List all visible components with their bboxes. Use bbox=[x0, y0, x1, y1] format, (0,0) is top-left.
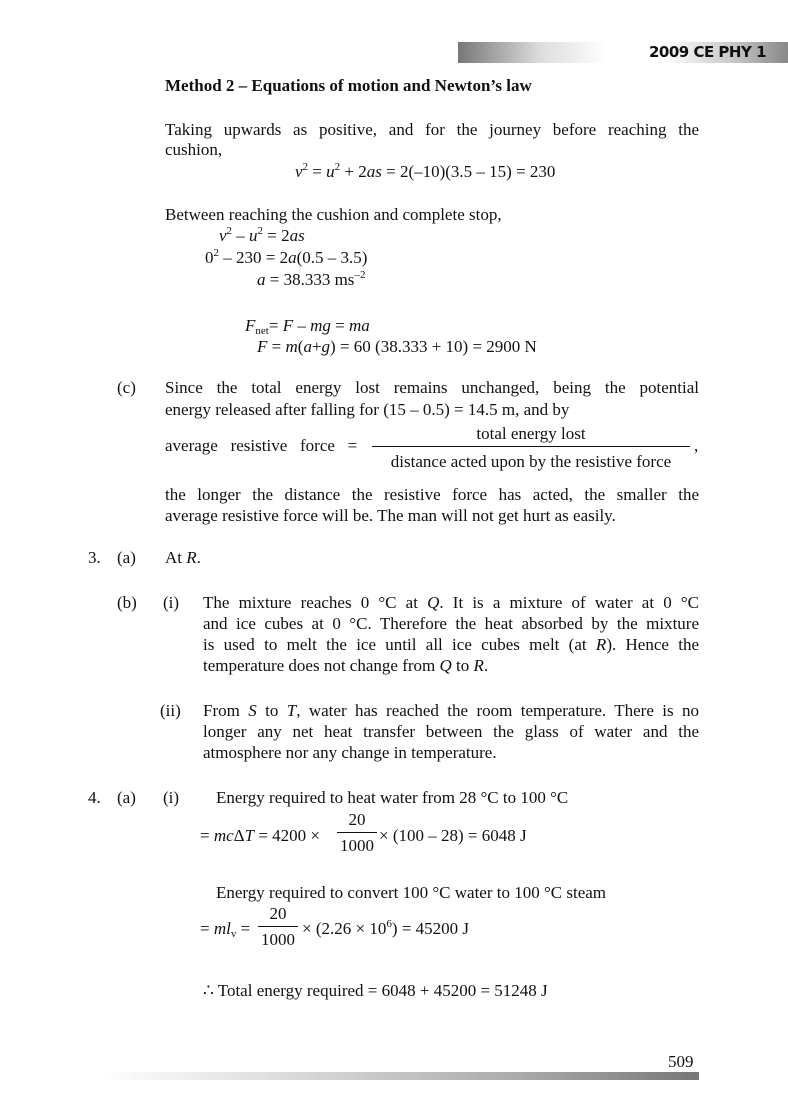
page-number: 509 bbox=[668, 1052, 694, 1071]
text-segment: F bbox=[282, 316, 294, 335]
equation bbox=[257, 337, 537, 357]
text-segment: T bbox=[244, 826, 255, 845]
equation bbox=[219, 226, 305, 246]
paragraph-line bbox=[203, 722, 699, 742]
paragraph-line: average resistive force will be. The man will not get hurt as easily. bbox=[165, 506, 616, 525]
part-label: (b) bbox=[117, 593, 137, 612]
text-segment: a bbox=[288, 248, 297, 267]
text-segment: a bbox=[303, 337, 312, 356]
text-segment: 0 bbox=[205, 248, 214, 267]
method-title: Method 2 – Equations of motion and Newton’s law bbox=[165, 76, 532, 95]
text-segment: R bbox=[473, 656, 484, 675]
text-segment: S bbox=[248, 701, 257, 720]
text-segment: Q bbox=[427, 593, 440, 612]
text-segment: ( bbox=[297, 337, 304, 356]
text-segment: and ice cubes at 0 °C. Therefore the heat absorbed by the mixture bbox=[203, 614, 699, 633]
question-number: 4. bbox=[88, 788, 101, 807]
text-segment: T bbox=[286, 701, 297, 720]
paragraph-line bbox=[203, 635, 699, 655]
text-segment: 6 bbox=[386, 918, 392, 930]
paragraph-line: the longer the distance the resistive force has acted, the smaller the bbox=[165, 485, 699, 504]
text-segment: as bbox=[289, 226, 305, 245]
text-segment: u bbox=[249, 226, 258, 245]
text-segment: (0.5 – 3.5) bbox=[296, 248, 368, 267]
text-segment: , water has reached the room temperature. There is no bbox=[296, 701, 699, 720]
fraction-numerator: 20 bbox=[348, 810, 366, 829]
paragraph-line: Since the total energy lost remains unchanged, being the potential bbox=[165, 378, 699, 397]
text-segment: = 38.333 ms bbox=[265, 270, 355, 289]
fraction-denominator: distance acted upon by the resistive force bbox=[390, 452, 672, 471]
text-segment: u bbox=[326, 162, 335, 181]
paragraph-line: cushion, bbox=[165, 140, 223, 159]
paragraph-line: energy released after falling for (15 – 0.5) = 14.5 m, and by bbox=[165, 400, 570, 419]
text-segment: F bbox=[245, 316, 256, 335]
question-number: 3. bbox=[88, 548, 101, 567]
text-segment: Q bbox=[439, 656, 452, 675]
equation: × (100 – 28) = 6048 J bbox=[379, 826, 527, 845]
text-segment: ) = 45200 J bbox=[391, 919, 469, 938]
paragraph-line bbox=[203, 701, 699, 721]
text-segment: as bbox=[366, 162, 382, 181]
text-segment: m bbox=[285, 337, 298, 356]
fraction-bar bbox=[258, 926, 298, 927]
text-segment: = bbox=[200, 919, 214, 938]
total-energy-line: ∴ Total energy required = 6048 + 45200 = 51248 J bbox=[203, 981, 548, 1000]
text-segment: . bbox=[196, 548, 201, 567]
text-segment: 2 bbox=[213, 247, 219, 259]
subpart-label: (ii) bbox=[160, 701, 181, 720]
part-label: (a) bbox=[117, 548, 136, 567]
text-segment: to bbox=[256, 701, 287, 720]
equation bbox=[302, 919, 469, 939]
equation bbox=[257, 270, 365, 290]
text-segment: 2 bbox=[334, 161, 341, 173]
subpart-label: (i) bbox=[163, 788, 180, 807]
fraction-denominator: 1000 bbox=[340, 836, 374, 855]
paragraph-line bbox=[203, 593, 699, 613]
text-segment: + bbox=[311, 337, 322, 356]
part-label: (a) bbox=[117, 788, 136, 807]
paragraph-line: Energy required to heat water from 28 °C to 100 °C bbox=[216, 788, 569, 807]
text-segment: = bbox=[267, 337, 286, 356]
equation bbox=[200, 826, 320, 846]
fraction-denominator: 1000 bbox=[261, 930, 295, 949]
part-label: (c) bbox=[117, 378, 136, 397]
text-segment: The mixture reaches 0 °C at bbox=[203, 593, 428, 612]
text-segment: = bbox=[236, 919, 251, 938]
paragraph-line: Energy required to convert 100 °C water to 100 °C steam bbox=[216, 883, 607, 902]
text-segment: is used to melt the ice until all ice cubes melt (at bbox=[203, 635, 596, 654]
fraction-bar bbox=[337, 832, 377, 833]
equation bbox=[200, 919, 250, 939]
footer-bar bbox=[100, 1072, 699, 1080]
fraction-numerator: 20 bbox=[269, 904, 287, 923]
text-segment: mc bbox=[213, 826, 234, 845]
fraction-numerator: total energy lost bbox=[476, 424, 586, 443]
text-segment: = 2 bbox=[263, 226, 290, 245]
formula-lhs: average resistive force = bbox=[165, 436, 358, 455]
text-segment: 2 bbox=[257, 225, 264, 237]
equation bbox=[205, 248, 367, 268]
text-segment: – bbox=[293, 316, 311, 335]
paragraph-line bbox=[203, 656, 488, 676]
text-segment: atmosphere nor any change in temperature. bbox=[203, 743, 497, 762]
text-segment: temperature does not change from bbox=[203, 656, 440, 675]
text-segment: R bbox=[595, 635, 607, 654]
paragraph-line bbox=[203, 614, 699, 634]
text-segment: g bbox=[321, 337, 331, 356]
text-segment: R bbox=[186, 548, 197, 567]
text-segment: – 230 = 2 bbox=[219, 248, 289, 267]
text-segment: mg bbox=[310, 316, 331, 335]
header-label: 2009 CE PHY 1 bbox=[648, 43, 766, 61]
paragraph-line bbox=[203, 743, 497, 763]
paragraph-line: Taking upwards as positive, and for the journey before reaching the bbox=[165, 120, 699, 139]
text-segment: From bbox=[203, 701, 249, 720]
text-segment: ). Hence the bbox=[606, 635, 699, 654]
text-segment: ml bbox=[213, 919, 231, 938]
text-segment: = 4200 × bbox=[254, 826, 321, 845]
text-segment: At bbox=[165, 548, 187, 567]
text-segment: ma bbox=[348, 316, 370, 335]
text-segment: – bbox=[232, 226, 250, 245]
text-segment: = bbox=[268, 316, 283, 335]
text-segment: + 2 bbox=[340, 162, 367, 181]
text-segment: × (2.26 × 10 bbox=[302, 919, 387, 938]
text-segment: to bbox=[451, 656, 474, 675]
text-segment: v bbox=[230, 928, 237, 940]
text-segment: 2 bbox=[226, 225, 233, 237]
header-banner bbox=[458, 42, 788, 63]
equation bbox=[245, 316, 370, 336]
text-segment: a bbox=[257, 270, 266, 289]
text-segment: 2 bbox=[302, 161, 309, 173]
equation bbox=[295, 162, 555, 182]
text-segment: longer any net heat transfer between the glass of water and the bbox=[203, 722, 699, 741]
text-segment: –2 bbox=[354, 269, 366, 281]
text-segment: . bbox=[483, 656, 489, 675]
text-segment: F bbox=[257, 337, 268, 356]
fraction-bar bbox=[372, 446, 690, 447]
text-segment: = 2(–10)(3.5 – 15) = 230 bbox=[381, 162, 556, 181]
text-segment: Δ bbox=[233, 826, 245, 845]
text-segment: net bbox=[255, 325, 269, 337]
text-segment: = bbox=[330, 316, 349, 335]
answer-text bbox=[165, 548, 201, 568]
text-segment: . It is a mixture of water at 0 °C bbox=[439, 593, 700, 612]
paragraph-line: Between reaching the cushion and complete stop, bbox=[165, 205, 502, 224]
text-segment: = bbox=[308, 162, 327, 181]
comma: , bbox=[694, 436, 699, 455]
text-segment: = bbox=[200, 826, 214, 845]
text-segment: v bbox=[219, 226, 227, 245]
text-segment: v bbox=[295, 162, 303, 181]
subpart-label: (i) bbox=[163, 593, 180, 612]
text-segment: ) = 60 (38.333 + 10) = 2900 N bbox=[330, 337, 537, 356]
